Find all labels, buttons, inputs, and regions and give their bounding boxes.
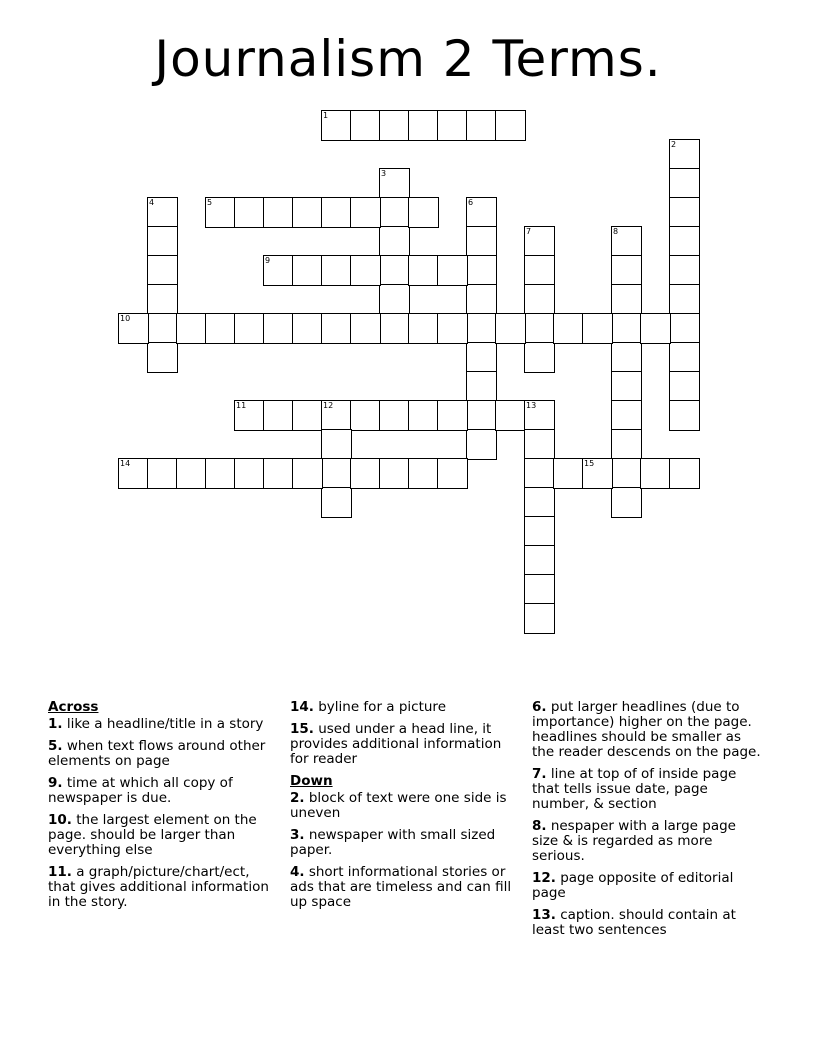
grid-cell[interactable] [669,400,700,431]
grid-cell[interactable] [466,284,497,315]
grid-cell[interactable] [408,458,439,489]
grid-cell[interactable] [379,313,410,344]
grid-cell[interactable] [669,458,700,489]
grid-cell[interactable] [321,110,352,141]
clue-across-14: 14. byline for a picture [290,699,446,715]
grid-cell[interactable] [466,371,497,402]
grid-cell[interactable] [524,516,555,547]
grid-cell[interactable] [147,458,178,489]
grid-cell[interactable] [582,458,613,489]
grid-cell[interactable] [321,487,352,518]
grid-cell[interactable] [263,458,294,489]
clue-across-11: 11. a graph/picture/chart/ect, that gives additional information in the story. [48,864,269,910]
grid-cell[interactable] [350,255,381,286]
clue-down-2: 2. block of text were one side is uneven [290,790,507,821]
grid-cell[interactable] [350,197,381,228]
clue-across-15: 15. used under a head line, it provides additional information for reader [290,721,502,767]
grid-cell[interactable] [350,458,381,489]
grid-cell[interactable] [263,400,294,431]
grid-cell[interactable] [611,342,642,373]
clue-across-1: 1. like a headline/title in a story [48,716,264,732]
grid-cell[interactable] [466,226,497,257]
grid-cell[interactable] [321,458,352,489]
grid-cell[interactable] [350,400,381,431]
clue-column-2 [290,700,522,917]
cell-number: 4 [149,198,155,207]
grid-cell[interactable] [234,313,265,344]
grid-cell[interactable] [379,400,410,431]
grid-cell[interactable] [611,487,642,518]
grid-cell[interactable] [292,313,323,344]
grid-cell[interactable] [408,110,439,141]
across-heading: Across [48,699,99,715]
grid-cell[interactable] [205,458,236,489]
grid-cell[interactable] [379,110,410,141]
grid-cell[interactable] [466,313,497,344]
grid-cell[interactable] [524,313,555,344]
cell-number: 2 [671,140,677,149]
clue-down-12: 12. page opposite of editorial page [532,870,734,901]
clue-list [48,700,768,990]
grid-cell[interactable] [350,313,381,344]
grid-cell[interactable] [263,313,294,344]
grid-cell[interactable] [321,429,352,460]
grid-cell[interactable] [408,400,439,431]
grid-cell[interactable] [669,255,700,286]
grid-cell[interactable] [292,458,323,489]
clue-down-4: 4. short informational stories or ads that are timeless and can fill up space [290,864,512,910]
grid-cell[interactable] [640,458,671,489]
grid-cell[interactable] [466,429,497,460]
grid-cell[interactable] [524,458,555,489]
grid-cell[interactable] [611,226,642,257]
grid-cell[interactable] [466,400,497,431]
grid-cell[interactable] [524,487,555,518]
grid-cell[interactable] [669,197,700,228]
clue-across-9: 9. time at which all copy of newspaper is due. [48,775,233,806]
grid-cell[interactable] [292,400,323,431]
grid-cell[interactable] [147,313,178,344]
grid-cell[interactable] [379,226,410,257]
grid-cell[interactable] [611,313,642,344]
grid-cell[interactable] [437,400,468,431]
grid-cell[interactable] [669,284,700,315]
clue-across-5: 5. when text flows around other elements on page [48,738,266,769]
grid-cell[interactable] [611,458,642,489]
cell-number: 1 [323,111,329,120]
grid-cell[interactable] [524,429,555,460]
grid-cell[interactable] [437,313,468,344]
grid-cell[interactable] [669,168,700,199]
grid-cell[interactable] [669,313,700,344]
grid-cell[interactable] [669,342,700,373]
grid-cell[interactable] [321,400,352,431]
clue-column-3 [532,700,764,945]
cell-number: 13 [526,401,537,410]
grid-cell[interactable] [408,255,439,286]
grid-cell[interactable] [234,197,265,228]
grid-cell[interactable] [205,313,236,344]
grid-cell[interactable] [118,313,149,344]
grid-cell[interactable] [292,255,323,286]
grid-cell[interactable] [495,400,526,431]
clue-down-3: 3. newspaper with small sized paper. [290,827,496,858]
grid-cell[interactable] [176,313,207,344]
clue-column-1 [48,700,280,917]
grid-cell[interactable] [379,168,410,199]
grid-cell[interactable] [495,313,526,344]
grid-cell[interactable] [147,226,178,257]
clue-down-8: 8. nespaper with a large page size & is regarded as more serious. [532,818,736,864]
cell-number: 8 [613,227,619,236]
page-title: Journalism 2 Terms. [154,30,662,88]
clue-down-13: 13. caption. should contain at least two sentences [532,907,736,938]
grid-cell[interactable] [147,255,178,286]
cell-number: 5 [207,198,213,207]
grid-cell[interactable] [263,197,294,228]
grid-cell[interactable] [176,458,207,489]
grid-cell[interactable] [234,458,265,489]
grid-cell[interactable] [669,371,700,402]
grid-cell[interactable] [640,313,671,344]
cell-number: 11 [236,401,247,410]
cell-number: 6 [468,198,474,207]
grid-cell[interactable] [524,284,555,315]
grid-cell[interactable] [466,197,497,228]
down-heading: Down [290,773,333,789]
grid-cell[interactable] [147,342,178,373]
grid-cell[interactable] [263,255,294,286]
grid-cell[interactable] [466,342,497,373]
cell-number: 7 [526,227,532,236]
clue-down-6: 6. put larger headlines (due to importance) higher on the page. headlines should be smaller as the reader descends on the page. [532,699,761,760]
grid-cell[interactable] [553,313,584,344]
cell-number: 12 [323,401,334,410]
grid-cell[interactable] [350,110,381,141]
grid-cell[interactable] [669,139,700,170]
grid-cell[interactable] [524,226,555,257]
grid-cell[interactable] [379,197,410,228]
grid-cell[interactable] [466,110,497,141]
grid-cell[interactable] [234,400,265,431]
grid-cell[interactable] [669,226,700,257]
cell-number: 9 [265,256,271,265]
grid-cell[interactable] [524,255,555,286]
cell-number: 14 [120,459,131,468]
grid-cell[interactable] [553,458,584,489]
grid-cell[interactable] [379,255,410,286]
grid-cell[interactable] [611,400,642,431]
clue-across-10: 10. the largest element on the page. should be larger than everything else [48,812,257,858]
grid-cell[interactable] [408,313,439,344]
grid-cell[interactable] [147,284,178,315]
grid-cell[interactable] [524,574,555,605]
clue-down-7: 7. line at top of of inside page that tells issue date, page number, & section [532,766,737,812]
cell-number: 15 [584,459,595,468]
grid-cell[interactable] [611,255,642,286]
grid-cell[interactable] [205,197,236,228]
grid-cell[interactable] [582,313,613,344]
grid-cell[interactable] [466,255,497,286]
cell-number: 3 [381,169,387,178]
grid-cell[interactable] [292,197,323,228]
grid-cell[interactable] [611,284,642,315]
grid-cell[interactable] [321,313,352,344]
grid-cell[interactable] [118,458,149,489]
grid-cell[interactable] [611,429,642,460]
grid-cell[interactable] [495,110,526,141]
grid-cell[interactable] [321,255,352,286]
grid-cell[interactable] [524,545,555,576]
grid-cell[interactable] [611,371,642,402]
grid-cell[interactable] [321,197,352,228]
grid-cell[interactable] [524,342,555,373]
grid-cell[interactable] [408,197,439,228]
grid-cell[interactable] [437,255,468,286]
grid-cell[interactable] [437,458,468,489]
grid-cell[interactable] [379,458,410,489]
grid-cell[interactable] [379,284,410,315]
grid-cell[interactable] [524,603,555,634]
grid-cell[interactable] [524,400,555,431]
grid-cell[interactable] [437,110,468,141]
grid-cell[interactable] [147,197,178,228]
cell-number: 10 [120,314,131,323]
